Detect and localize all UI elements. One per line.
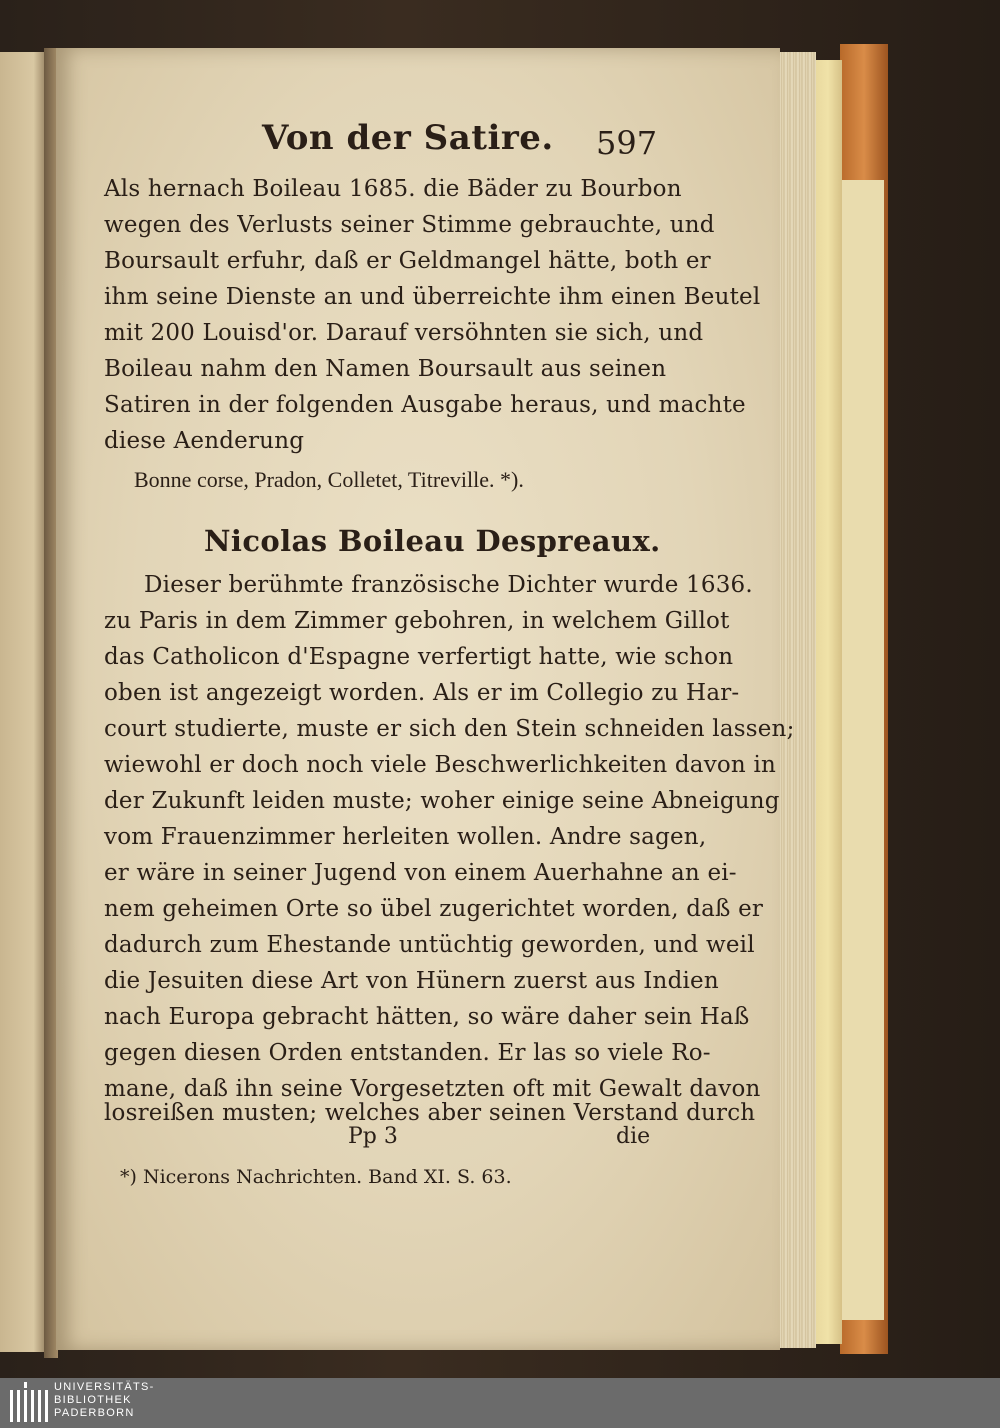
text-line: mane, daß ihn seine Vorgesetzten oft mit Gewalt davon [104,1076,761,1102]
text-line: court studierte, muste er sich den Stein schneiden lassen; [104,716,795,742]
text-line: nem geheimen Orte so übel zugerichtet worden, daß er [104,896,764,922]
text-line: losreißen musten; welches aber seinen Verstand durch [104,1100,756,1126]
section-heading: Nicolas Boileau Despreaux. [204,524,661,558]
catchword: die [616,1124,651,1149]
text-line: oben ist angezeigt worden. Als er im Collegio zu Har- [104,680,740,706]
library-logo-icon [8,1382,48,1424]
verse-quote: Bonne corse, Pradon, Colletet, Titreville. *). [134,467,524,492]
text-line: Boileau nahm den Namen Boursault aus seinen [104,356,667,382]
cover-lining [836,180,884,1320]
page-number: 597 [596,124,658,162]
text-line: gegen diesen Orden entstanden. Er las so viele Ro- [104,1040,711,1066]
text-line: Als hernach Boileau 1685. die Bäder zu Bourbon [104,176,682,202]
text-line: Satiren in der folgenden Ausgabe heraus, und machte [104,392,746,418]
text-line: zu Paris in dem Zimmer gebohren, in welchem Gillot [104,608,730,634]
facing-page-edge [0,52,48,1352]
text-line: der Zukunft leiden muste; woher einige seine Abneigung [104,788,780,814]
endpaper-edge [814,60,842,1344]
text-line: wiewohl er doch noch viele Beschwerlichkeiten davon in [104,752,777,778]
signature-mark: Pp 3 [348,1124,398,1149]
text-line: vom Frauenzimmer herleiten wollen. Andre sagen, [104,824,707,850]
text-line: die Jesuiten diese Art von Hünern zuerst aus Indien [104,968,719,994]
text-line: er wäre in seiner Jugend von einem Auerhahne an ei- [104,860,737,886]
library-name-line3: PADERBORN [54,1407,135,1419]
library-name-line1: UNIVERSITÄTS- [54,1381,155,1393]
text-line: dadurch zum Ehestande untüchtig geworden, und weil [104,932,755,958]
text-line: wegen des Verlusts seiner Stimme gebrauchte, und [104,212,715,238]
text-line: diese Aenderung [104,428,305,454]
text-line: nach Europa gebracht hätten, so wäre daher sein Haß [104,1004,750,1030]
text-line: ihm seine Dienste an und überreichte ihm einen Beutel [104,284,761,310]
text-line: das Catholicon d'Espagne verfertigt hatte, wie schon [104,644,734,670]
text-line: Dieser berühmte französische Dichter wurde 1636. [144,572,753,598]
running-head-title: Von der Satire. [262,118,554,158]
text-line: Boursault erfuhr, daß er Geldmangel hätte, both er [104,248,711,274]
library-name-line2: BIBLIOTHEK [54,1394,132,1406]
footnote: *) Nicerons Nachrichten. Band XI. S. 63. [120,1166,512,1188]
page-stack-edges [776,52,816,1348]
text-line: mit 200 Louisd'or. Darauf versöhnten sie sich, und [104,320,704,346]
